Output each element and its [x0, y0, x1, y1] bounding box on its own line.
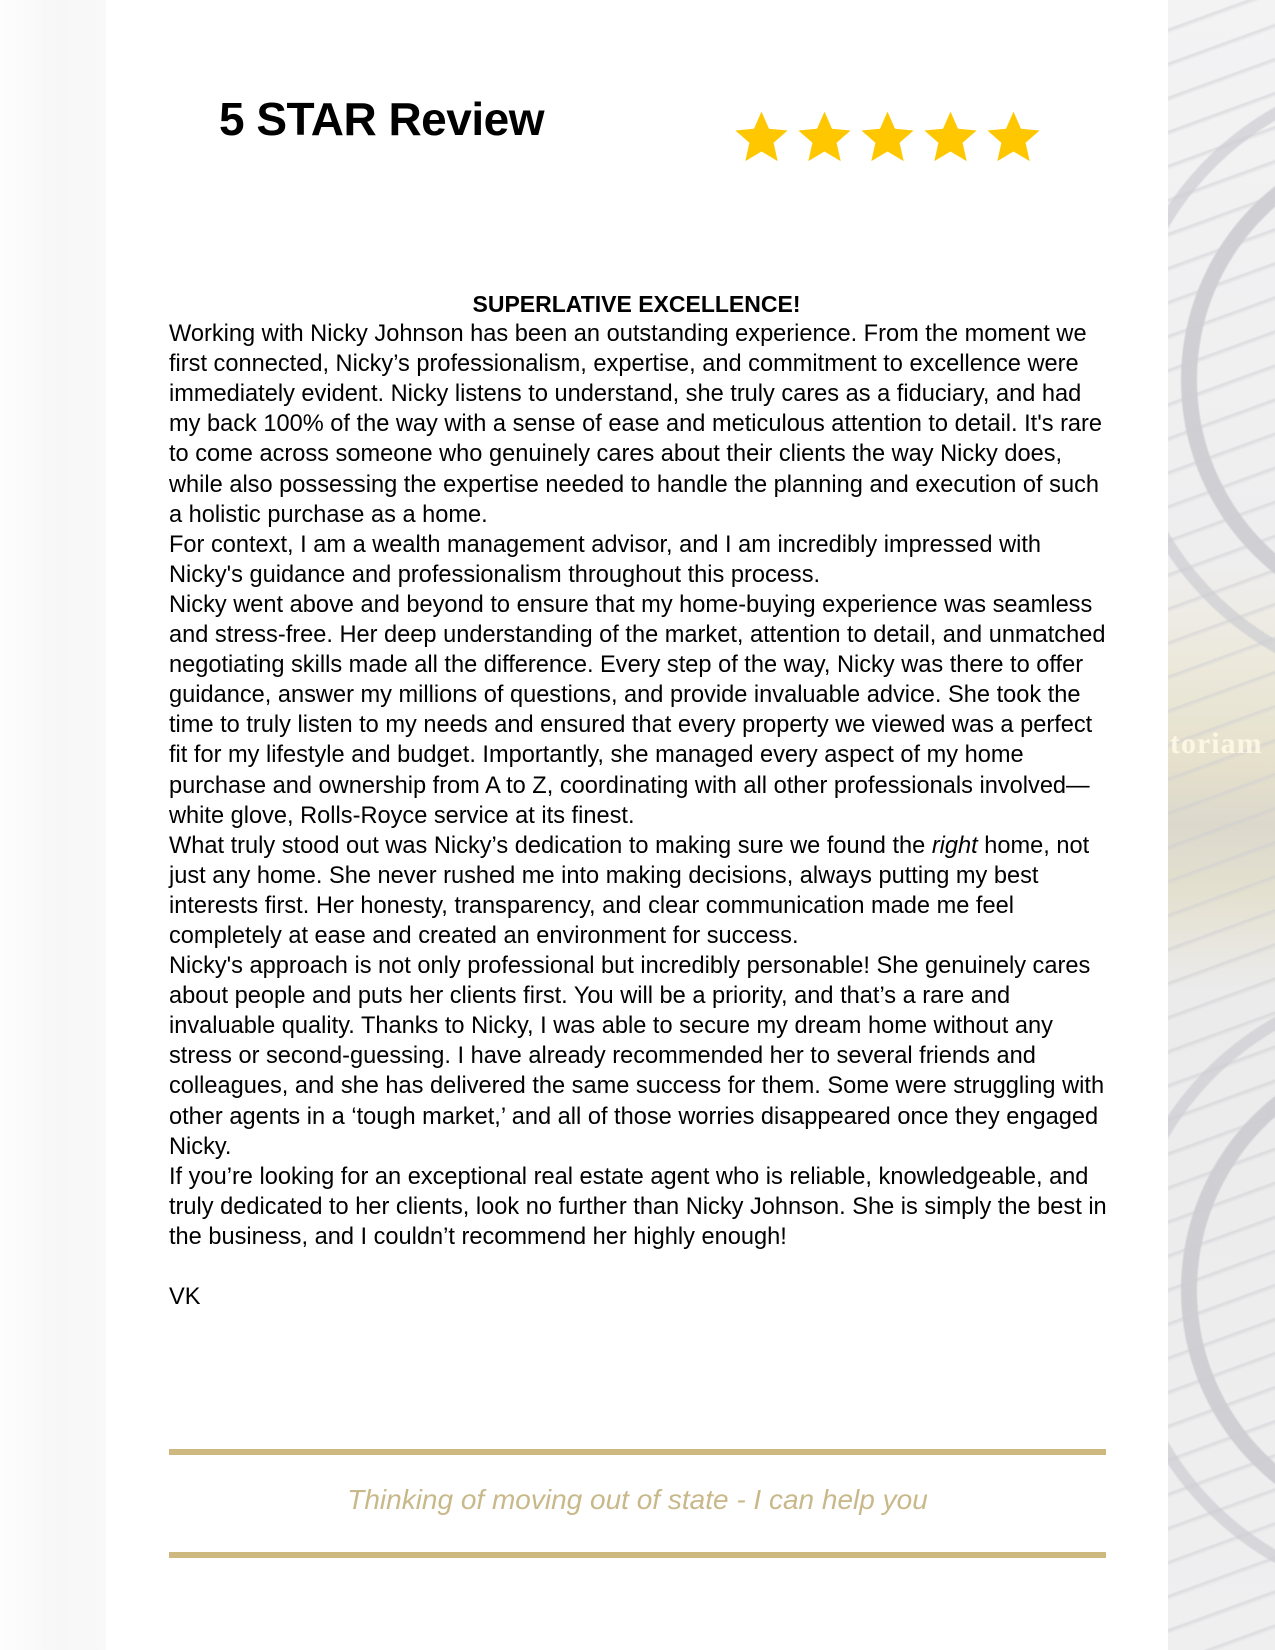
left-decorative-strip: [0, 0, 106, 1650]
paragraph-text: What truly stood out was Nicky’s dedication to making sure we found the: [169, 832, 932, 859]
review-body: [169, 289, 1109, 1312]
review-paragraph: Working with Nicky Johnson has been an outstanding experience. From the moment we first connected, Nicky’s professionalism, expertise, and commitment to excellence were immediately evident. Nicky listens to understand, she truly cares as a fiduciary, and had my back 100% of the way with a sense of ease and meticulous attention to detail. It's rare to come across someone who genuinely cares about their clients the way Nicky does, while also possessing the expertise needed to handle the planning and execution of such a holistic purchase as a home.: [169, 321, 1103, 528]
paragraph-text: home, not just any home. She never rushed me into making decisions, always putting my best interests first. Her honesty, transparency, and clear communication made me feel completely at ease and created an environment for success.: [169, 832, 1090, 949]
reviewer-signature: VK: [169, 1284, 201, 1310]
gold-divider-top: [169, 1449, 1106, 1455]
review-paragraph: Nicky went above and beyond to ensure that my home-buying experience was seamless and stress-free. Her deep understanding of the market, attention to detail, and unmatched negotiating skills made all the difference. Every step of the way, Nicky was there to offer guidance, answer my millions of questions, and provide invaluable advice. She took the time to truly listen to my needs and ensured that every property we viewed was a perfect fit for my lifestyle and budget. Importantly, she managed every aspect of my home purchase and ownership from A to Z, coordinating with all other professionals involved—white glove, Rolls-Royce service at its finest.: [169, 591, 1106, 829]
star-icon: [731, 108, 792, 166]
page-title: 5 STAR Review: [219, 93, 544, 145]
review-heading: SUPERLATIVE EXCELLENCE!: [472, 291, 801, 317]
clock-face-decorative-panel: [1168, 0, 1275, 1650]
star-icon: [794, 108, 855, 166]
review-paragraph: If you’re looking for an exceptional real estate agent who is reliable, knowledgeable, and truly dedicated to her clients, look no further than Nicky Johnson. She is simply the best in the business, and I couldn’t recommend her highly enough!: [169, 1163, 1107, 1250]
star-icon: [920, 108, 981, 166]
star-icon: [983, 108, 1044, 166]
emphasis-text: right: [931, 832, 978, 859]
star-rating: [731, 108, 1044, 166]
clock-motto-text: toriam: [1170, 727, 1263, 760]
review-paragraph: Nicky's approach is not only professional but incredibly personable! She genuinely cares about people and puts her clients first. You will be a priority, and that’s a rare and invaluable quality. Thanks to Nicky, I was able to secure my dream home without any stress or second-guessing. I have already recommended her to several friends and colleagues, and she has delivered the same success for them. Some were struggling with other agents in a ‘tough market,’ and all of those worries disappeared once they engaged Nicky.: [169, 953, 1105, 1160]
review-paragraph: For context, I am a wealth management advisor, and I am incredibly impressed with Nicky's guidance and professionalism throughout this process.: [169, 531, 1042, 588]
review-paragraph: [169, 831, 1109, 951]
gold-divider-bottom: [169, 1552, 1106, 1558]
footer-tagline: Thinking of moving out of state - I can help you: [347, 1484, 928, 1515]
star-icon: [857, 108, 918, 166]
